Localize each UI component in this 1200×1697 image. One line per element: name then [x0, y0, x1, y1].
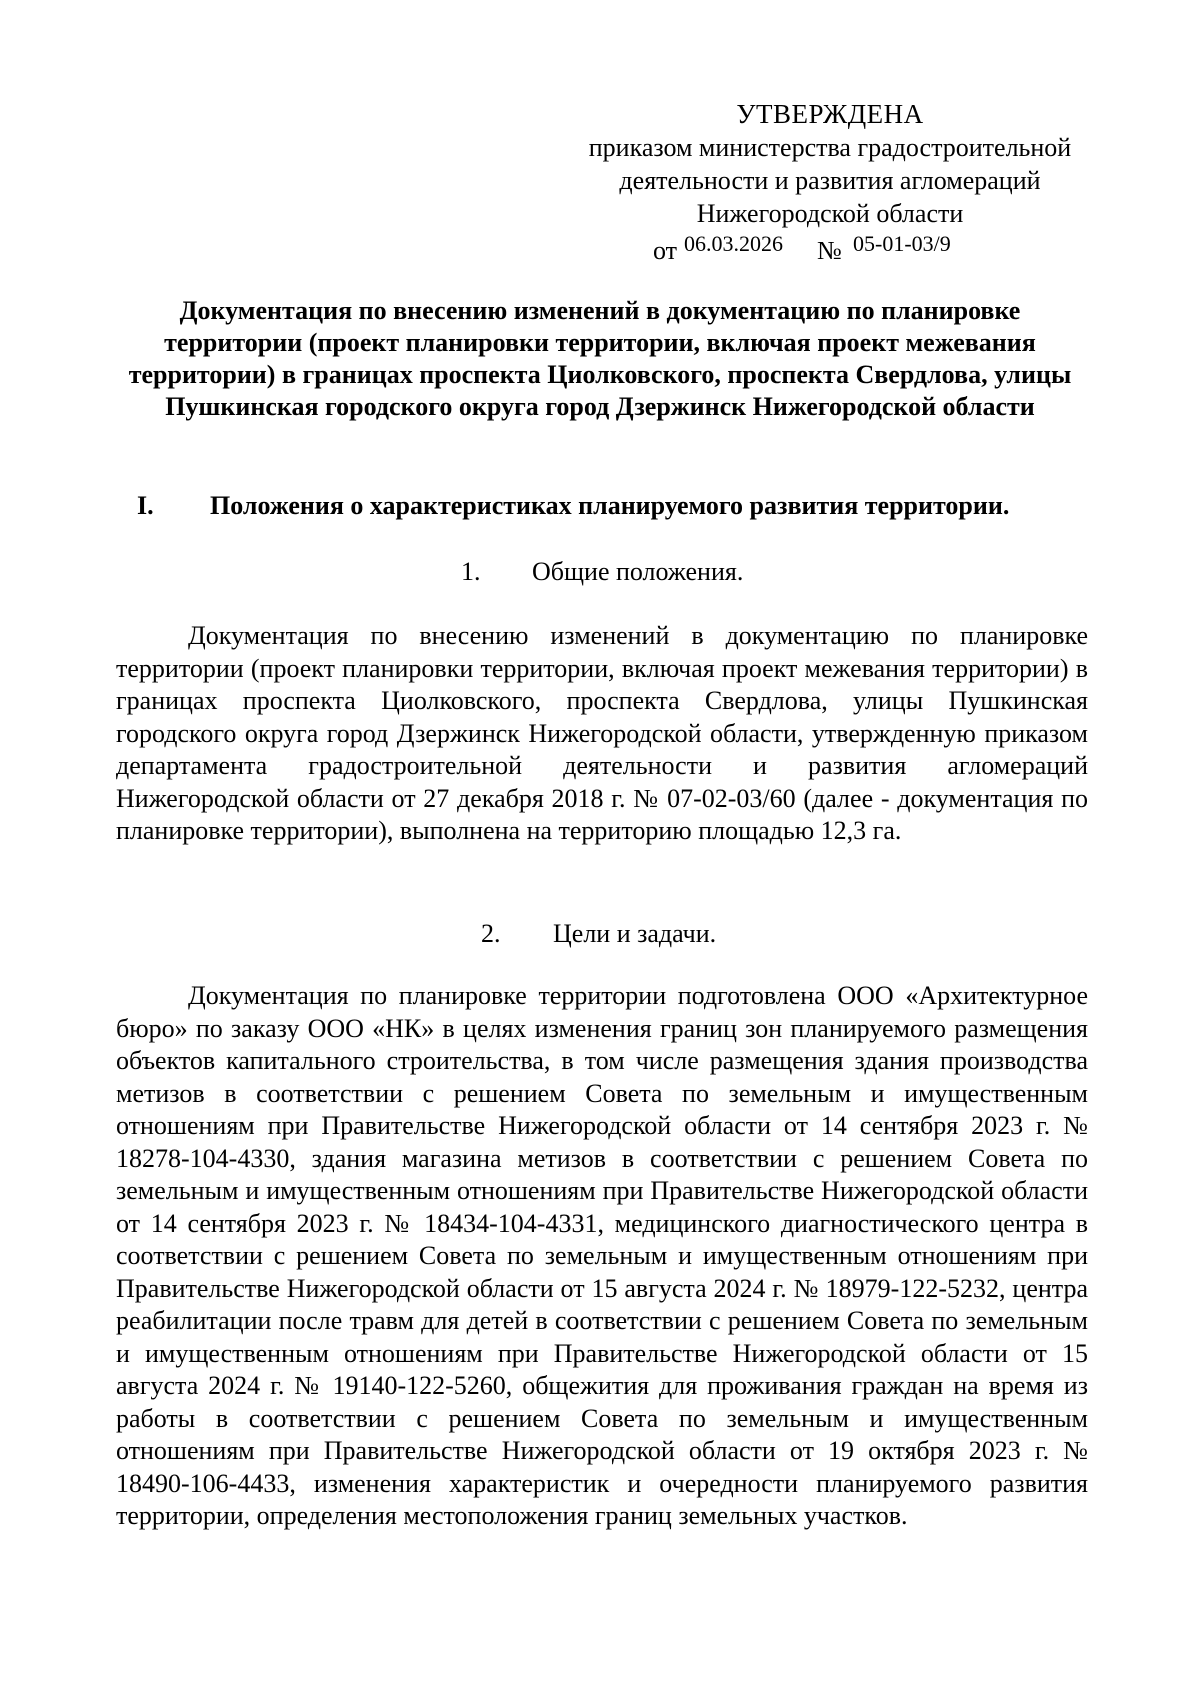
- approval-line-2: деятельности и развития агломераций: [619, 166, 1041, 195]
- subsection-number: 2.: [481, 919, 501, 948]
- paragraph-goals-and-objectives: Документация по планировке территории подготовлена ООО «Архитектурное бюро» по заказу ООО «НК» в целях изменения границ зон планируемого размещения объектов капитального строительства, в том числе размещения здания производства метизов в соответствии с решением Совета по земельным и имущественным отношениям при Правительстве Нижегородской области от 14 сентября 2023 г. № 18278-104-4330, здания магазина метизов в соответствии с решением Совета по земельным и имущественным отношениям при Правительстве Нижегородской области от 14 сентября 2023 г. № 18434-104-4331, медицинского диагностического центра в соответствии с решением Совета по земельным и имущественным отношениям при Правительстве Нижегородской области от 15 августа 2024 г. № 18979-122-5232, центра реабилитации после травм для детей в соответствии с решением Совета по земельным и имущественным отношениям при Правительстве Нижегородской области от 15 августа 2024 г. № 19140-122-5260, общежития для проживания граждан на время из работы в соответствии с решением Совета по земельным и имущественным отношениям при Правительстве Нижегородской области от 19 октября 2023 г. № 18490-106-4433, изменения характеристик и очередности планируемого развития территории, определения местоположения границ земельных участков.: [116, 981, 1088, 1530]
- approval-line-3: Нижегородской области: [696, 199, 964, 228]
- section-number: I.: [137, 491, 154, 520]
- document-title: Документация по внесению изменений в документацию по планировке территории (проект планировки территории, включая проект межевания территории) в границах проспекта Циолковского, проспекта Свердлова, улицы Пушкинская городского округа город Дзержинск Нижегородской области: [128, 296, 1072, 421]
- approval-number: 05-01-03/9: [853, 231, 951, 256]
- subsection-title: Цели и задачи.: [553, 919, 717, 948]
- approval-title: УТВЕРЖДЕНА: [736, 99, 924, 129]
- subsection-title: Общие положения.: [532, 557, 744, 586]
- date-from-label: от: [653, 236, 678, 265]
- paragraph-general-provisions: Документация по внесению изменений в документацию по планировке территории (проект планировки территории, включая проект межевания территории) в границах проспекта Циолковского, проспекта Свердлова, улицы Пушкинская городского округа город Дзержинск Нижегородской области, утвержденную приказом департамента градостроительной деятельности и развития агломераций Нижегородской области от 27 декабря 2018 г. № 07-02-03/60 (далее - документация по планировке территории), выполнена на территорию площадью 12,3 га.: [116, 621, 1088, 845]
- approval-stamp: [560, 98, 1100, 264]
- section-title: Положения о характеристиках планируемого развития территории.: [210, 491, 1010, 520]
- approval-line-1: приказом министерства градостроительной: [588, 133, 1072, 162]
- number-sign-label: №: [817, 236, 842, 265]
- approval-date-line: [560, 230, 1100, 264]
- subsection-number: 1.: [461, 557, 481, 586]
- approval-date: 06.03.2026: [684, 231, 783, 256]
